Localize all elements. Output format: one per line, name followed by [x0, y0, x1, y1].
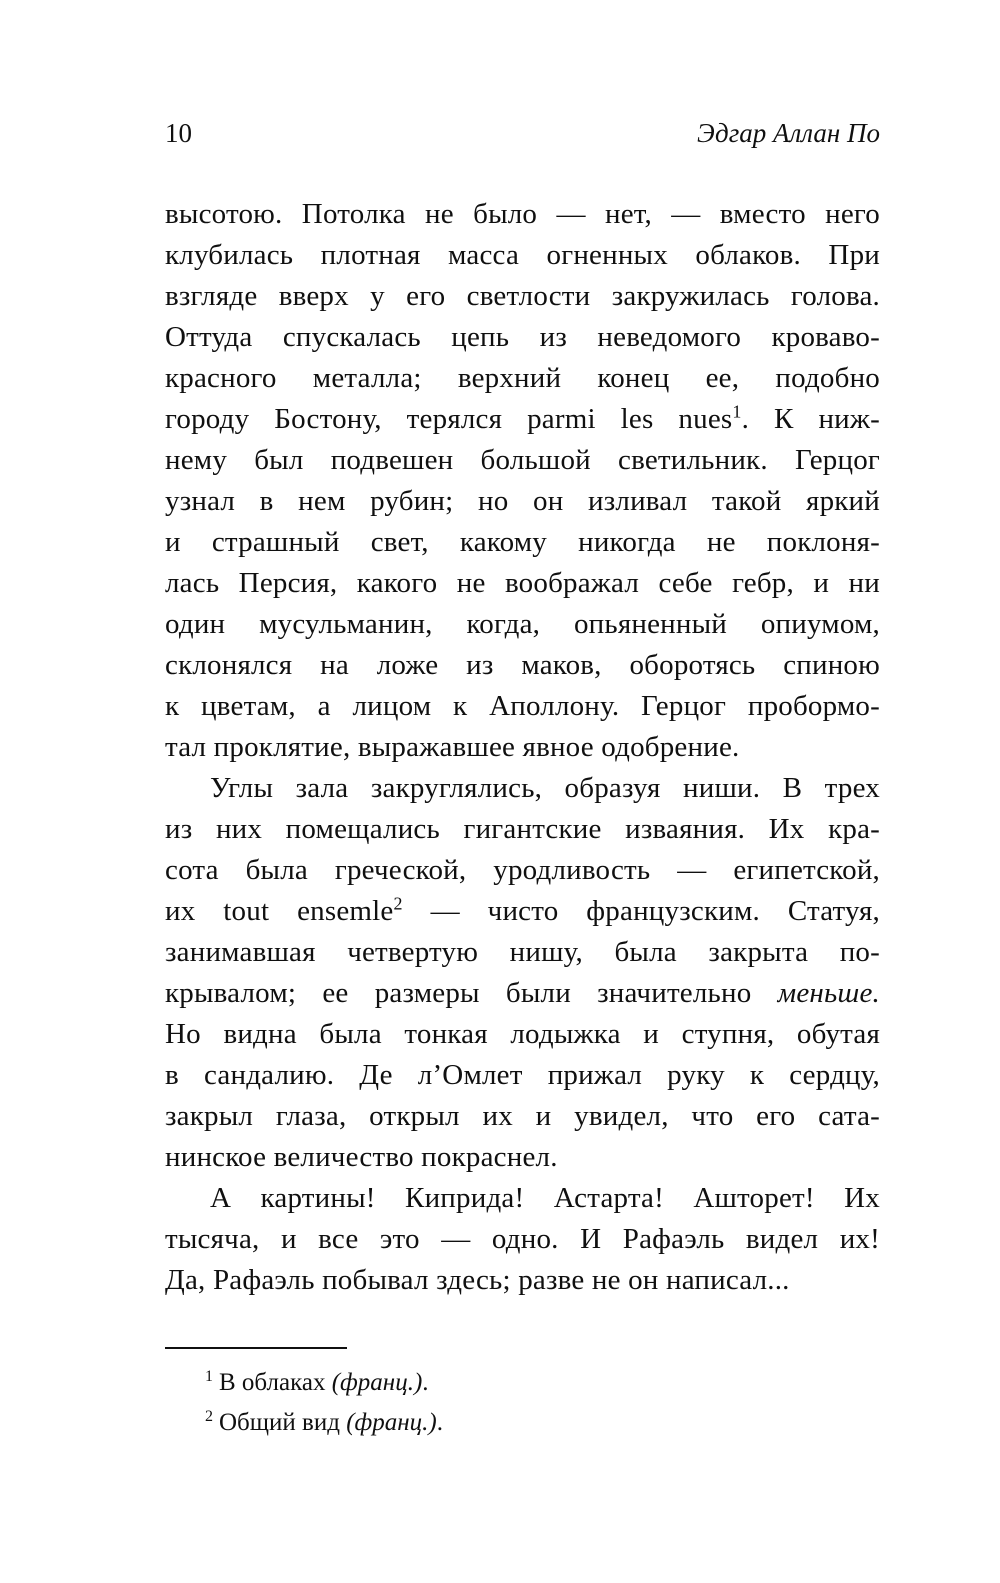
text-line [165, 235, 880, 276]
text-segment: . [436, 1409, 443, 1436]
body-text [165, 194, 880, 1301]
footnote-ref: 1 [732, 401, 742, 422]
text-line [165, 563, 880, 604]
text-line [165, 932, 880, 973]
footnote [165, 1363, 880, 1403]
text-segment: . [422, 1369, 429, 1396]
text-line [165, 1055, 880, 1096]
footnote-marker: 2 [205, 1407, 213, 1425]
text-segment: из них помещались гигантские изваяния. Их кра- [165, 813, 880, 845]
text-line [165, 440, 880, 481]
text-line [165, 891, 880, 932]
text-segment: лась Персия, какого не воображал себе гебр, и ни [165, 567, 880, 599]
italic-text: (франц.) [346, 1409, 437, 1436]
text-line [165, 604, 880, 645]
italic-text: (франц.) [331, 1369, 423, 1396]
text-segment: Общий вид [219, 1409, 347, 1436]
text-line [165, 645, 880, 686]
text-line [165, 481, 880, 522]
paragraph [165, 194, 880, 768]
text-segment: высотою. Потолка не было — нет, — вместо него [165, 198, 880, 230]
text-segment: их tout ensemle [165, 895, 394, 927]
paragraph [165, 1178, 880, 1301]
running-head: Эдгар Аллан По [696, 118, 880, 148]
footnotes-section [165, 1347, 880, 1443]
text-segment: взгляде вверх у его светлости закружилась голова. [165, 280, 880, 312]
text-segment: городу Бостону, терялся parmi les nues [165, 403, 733, 435]
text-segment: В облаках [219, 1369, 332, 1396]
text-line [165, 358, 880, 399]
text-line [165, 522, 880, 563]
footnote [165, 1403, 880, 1443]
text-line [165, 317, 880, 358]
text-segment: сота была греческой, уродливость — египетской, [165, 854, 880, 886]
text-segment: клубилась плотная масса огненных облаков. При [165, 239, 880, 271]
footnote-separator [165, 1347, 347, 1349]
paragraph [165, 768, 880, 1178]
text-segment: к цветам, а лицом к Аполлону. Герцог пробормо- [165, 690, 880, 722]
text-line [165, 686, 880, 727]
text-segment: Углы зала закруглялись, образуя ниши. В трех [210, 772, 880, 804]
text-line [165, 1219, 880, 1260]
text-line [165, 850, 880, 891]
footnote-marker: 1 [205, 1367, 213, 1385]
footnote-ref: 2 [393, 893, 403, 914]
text-segment: Но видна была тонкая лодыжка и ступня, обутая [165, 1018, 880, 1050]
text-line [165, 1178, 880, 1219]
text-line [165, 768, 880, 809]
text-segment: нему был подвешен большой светильник. Герцог [165, 444, 880, 476]
text-line [165, 727, 880, 768]
text-line [165, 1137, 880, 1178]
text-segment: . К ниж- [741, 403, 880, 435]
text-segment: — чисто французским. Статуя, [402, 895, 880, 927]
text-segment: узнал в нем рубин; но он изливал такой яркий [165, 485, 880, 517]
text-segment: в сандалию. Де л’Омлет прижал руку к сердцу, [165, 1059, 880, 1091]
text-line [165, 1096, 880, 1137]
text-line [165, 399, 880, 440]
text-segment: крывалом; ее размеры были значительно [165, 977, 778, 1009]
footnotes-list [165, 1363, 880, 1443]
text-segment: закрыл глаза, открыл их и увидел, что его сата- [165, 1100, 880, 1132]
text-line [165, 809, 880, 850]
text-segment: и страшный свет, какому никогда не поклоня- [165, 526, 880, 558]
text-segment: занимавшая четвертую нишу, была закрыта по- [165, 936, 880, 968]
text-segment: тысяча, и все это — одно. И Рафаэль видел их! [165, 1223, 880, 1255]
text-segment: один мусульманин, когда, опьяненный опиумом, [165, 608, 880, 640]
page-number: 10 [165, 118, 192, 148]
text-line [165, 276, 880, 317]
text-line [165, 1014, 880, 1055]
text-segment: тал проклятие, выражавшее явное одобрение. [165, 731, 740, 763]
text-segment: нинское величество покраснел. [165, 1141, 558, 1173]
text-segment: Оттуда спускалась цепь из неведомого кроваво- [165, 321, 880, 353]
text-segment: склонялся на ложе из маков, оборотясь спиною [165, 649, 880, 681]
text-segment: Да, Рафаэль побывал здесь; разве не он написал... [165, 1264, 790, 1296]
text-segment: А картины! Киприда! Астарта! Ашторет! Их [210, 1182, 880, 1214]
text-line [165, 194, 880, 235]
text-line [165, 973, 880, 1014]
text-segment: красного металла; верхний конец ее, подобно [165, 362, 880, 394]
page-header [165, 118, 880, 148]
italic-text: меньше. [777, 977, 880, 1009]
text-line [165, 1260, 880, 1301]
